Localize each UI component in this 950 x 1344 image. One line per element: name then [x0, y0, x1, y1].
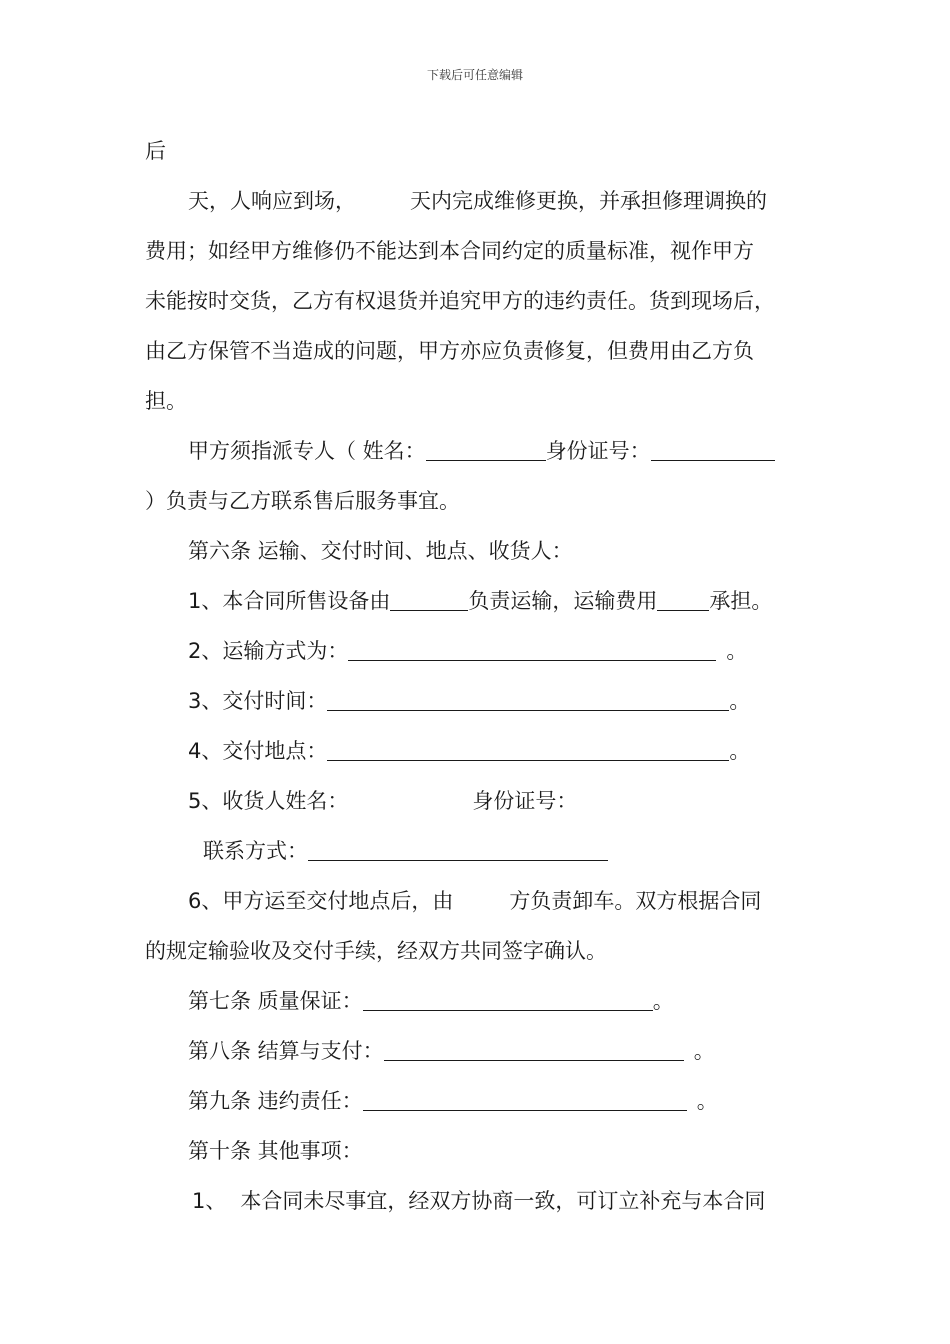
contact-blank: [308, 840, 608, 861]
text-segment: 。: [729, 739, 751, 763]
text-segment: 天，人响应到场，: [188, 189, 356, 213]
text-segment: 身份证号：: [545, 439, 651, 463]
text-segment: 方负责卸车。双方根据合同: [509, 889, 762, 913]
text-segment: 。: [652, 989, 674, 1013]
text-line: [188, 986, 674, 1016]
text-segment: 。: [726, 639, 748, 663]
text-segment: 承担。: [709, 589, 773, 613]
text-line: ）负责与乙方联系售后服务事宜。: [145, 489, 460, 513]
text-segment: 身份证号：: [472, 789, 578, 813]
id-blank: [651, 440, 775, 461]
text-line: 后: [145, 139, 166, 163]
text-segment: 。: [696, 1089, 718, 1113]
text-line: 的规定输验收及交付手续，经双方共同签字确认。: [145, 939, 607, 963]
text-line: [188, 586, 772, 616]
text-line: 由乙方保管不当造成的问题，甲方亦应负责修复，但费用由乙方负: [145, 339, 754, 363]
cost-party-blank: [657, 590, 709, 611]
text-line: [188, 1036, 715, 1066]
text-segment: 天内完成维修更换，并承担修理调换的: [410, 189, 767, 213]
text-segment: 2、运输方式为：: [188, 639, 349, 663]
text-segment: 甲方须指派专人（ 姓名：: [188, 439, 426, 463]
text-segment: 1、: [192, 1189, 227, 1213]
article-heading: 第六条 运输、交付时间、地点、收货人：: [188, 539, 573, 563]
name-blank: [426, 440, 546, 461]
delivery-time-blank: [327, 690, 729, 711]
text-segment: 第七条 质量保证：: [188, 989, 363, 1013]
text-segment: 6、甲方运至交付地点后，由: [188, 889, 454, 913]
text-line: [188, 886, 761, 916]
liability-blank: [363, 1090, 687, 1111]
text-segment: 1、本合同所售设备由: [188, 589, 391, 613]
text-line: [188, 686, 750, 716]
page-header: 下载后可任意编辑: [426, 68, 523, 82]
text-line: [192, 1186, 765, 1216]
transport-party-blank: [390, 590, 468, 611]
text-line: [188, 436, 775, 466]
text-segment: 3、交付时间：: [188, 689, 328, 713]
text-line: [188, 1086, 718, 1116]
text-segment: 。: [693, 1039, 715, 1063]
text-segment: 负责运输，运输费用: [468, 589, 658, 613]
text-line: 担。: [145, 389, 187, 413]
transport-method-blank: [348, 640, 716, 661]
payment-blank: [384, 1040, 684, 1061]
text-segment: 第九条 违约责任：: [188, 1089, 363, 1113]
text-segment: 联系方式：: [203, 839, 308, 863]
text-line: [188, 186, 767, 216]
text-segment: 第八条 结算与支付：: [188, 1039, 384, 1063]
text-segment: 。: [729, 689, 751, 713]
text-line: 未能按时交货，乙方有权退货并追究甲方的违约责任。货到现场后，: [145, 289, 775, 313]
text-line: 费用；如经甲方维修仍不能达到本合同约定的质量标准，视作甲方: [145, 239, 754, 263]
text-line: [188, 786, 577, 816]
quality-blank: [363, 990, 653, 1011]
text-line: [203, 836, 608, 866]
delivery-place-blank: [327, 740, 729, 761]
article-heading: 第十条 其他事项：: [188, 1139, 363, 1163]
text-segment: 本合同未尽事宜，经双方协商一致，可订立补充与本合同: [240, 1189, 766, 1213]
text-segment: 5、收货人姓名：: [188, 789, 349, 813]
text-line: [188, 636, 747, 666]
text-line: [188, 736, 750, 766]
text-segment: 4、交付地点：: [188, 739, 328, 763]
